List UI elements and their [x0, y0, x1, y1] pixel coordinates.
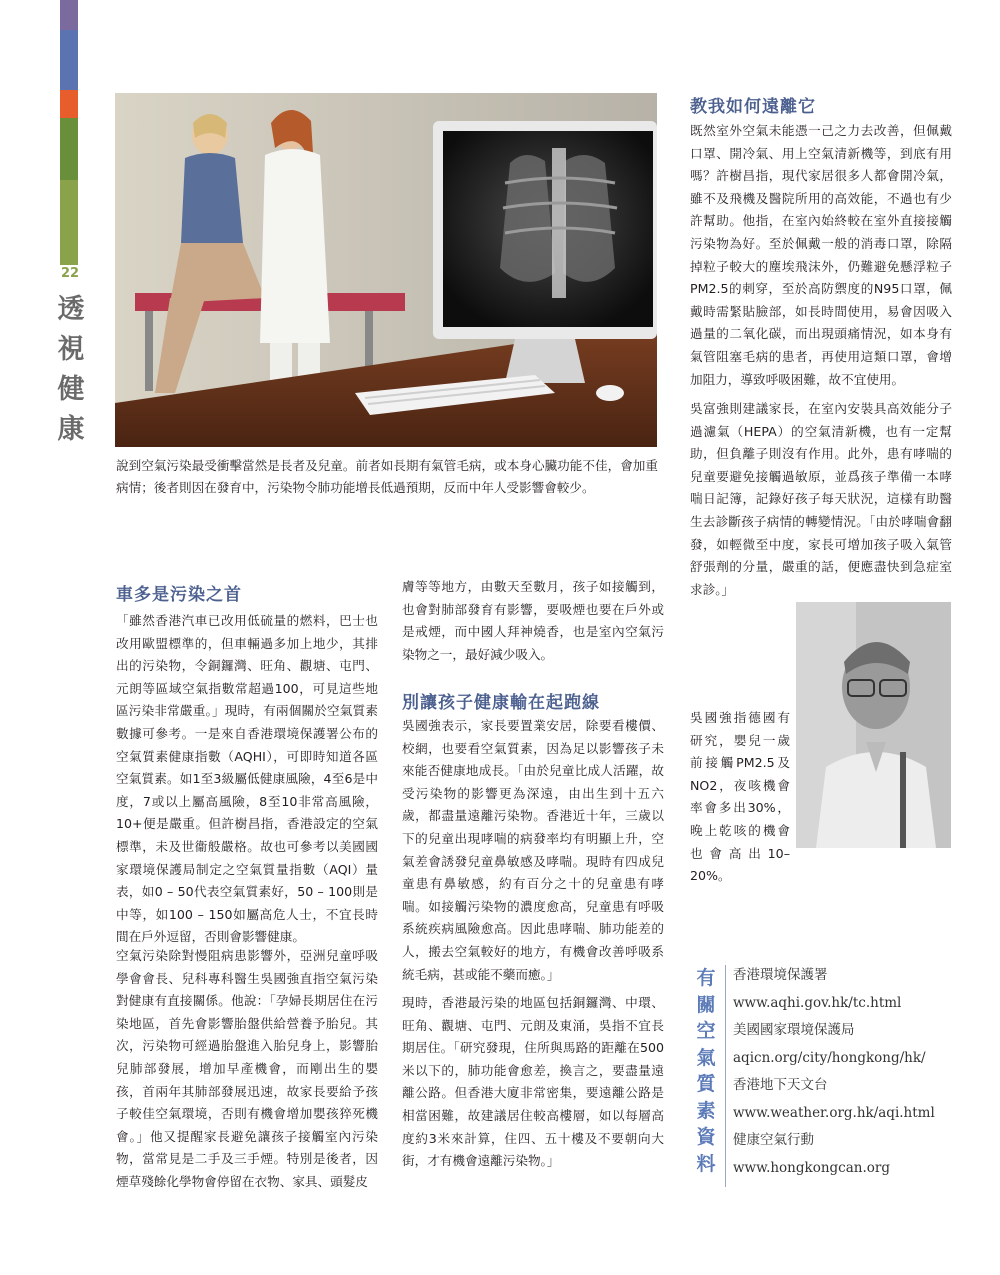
- col-c-paragraph-1: 既然室外空氣未能憑一己之力去改善，但佩戴口罩、開冷氣、用上空氣清新機等，到底有用嗎？許樹昌指，現代家居很多人都會開冷氣，雖不及飛機及醫院所用的高效能，不過也有少許幫助。他指，在室內始終較在室外直接接觸污染物為好。至於佩戴一般的消毒口罩，除隔掉粒子較大的塵埃飛沫外，仍難避免懸浮粒子PM2.5的刺穿，至於高防禦度的N95口罩，佩戴時需緊貼臉部，如長時間使用，易會因吸入過量的二氧化碳，而出現頭痛情況，如本身有氣管阻塞毛病的患者，再使用這類口罩，會增加阻力，導致呼吸困難，故不宜使用。: [690, 123, 952, 387]
- heading-car-pollution: 車多是污染之首: [116, 585, 242, 605]
- info-divider: [725, 965, 726, 1187]
- info-title-char: 質: [696, 1073, 716, 1095]
- info-link-aqhi[interactable]: www.aqhi.gov.hk/tc.html: [733, 994, 902, 1011]
- color-stripe-blue: [60, 30, 78, 90]
- info-link-aqicn[interactable]: aqicn.org/city/hongkong/hk/: [733, 1049, 926, 1066]
- col-a-paragraph-1: 「雖然香港汽車已改用低硫量的燃料，巴士也改用歐盟標準的，但車輛過多加上地少，其排出的污染物，令銅鑼灣、旺角、觀塘、屯門、元朗等區域空氣指數常超過100，可見這些地區污染非常嚴重。」現時，有兩個關於空氣質素數據可參考。一是來自香港環境保護署公布的空氣質素健康指數（AQHI），可即時知道各區空氣質素。如1至3級屬低健康風險，4至6是中度，7或以上屬高風險，8至10非常高風險，10+便是嚴重。但許樹昌指，香港設定的空氣標準，未及世衞般嚴格。故也可參考以美國國家環境保護局制定之空氣質量指數（AQI）量表，如0 – 50代表空氣質素好，50 – 100則是中等，如100 – 150如屬高危人士，不宜長時間在戶外逗留，否則會影響健康。: [116, 613, 378, 945]
- col-c-paragraph-2: 吳富強則建議家長，在室內安裝具高效能分子過濾氣（HEPA）的空氣清新機，也有一定幫助，但負離子則沒有作用。此外，患有哮喘的兒童要避免接觸過敏原，並爲孩子準備一本哮喘日記簿，記錄好孩子每天狀況，這樣有助醫生去診斷孩子病情的轉變情況。「由於哮喘會翻發，如輕微至中度，家長可增加孩子吸入氣管舒張劑的分量，嚴重的話，便應盡快到急症室求診。」: [690, 401, 952, 597]
- info-box-title: [692, 965, 720, 1177]
- xray-photo: [115, 93, 657, 447]
- info-link-hongkongcan[interactable]: www.hongkongcan.org: [733, 1159, 890, 1176]
- col-b-paragraph-2: 現時，香港最污染的地區包括銅鑼灣、中環、旺角、觀塘、屯門、元朗及東涌，吳指不宜長期居住。「研究發現，住所與馬路的距離在500米以下的，肺功能會愈差，換言之，要盡量遠離公路。但香港大廈非常密集，要遠離公路是相當困難，故建議居住較高樓層，如以每層高度約3米來計算，住四、五十樓及不要朝向大街，才有機會遠離污染物。」: [402, 995, 664, 1169]
- section-title-char: 視: [57, 334, 85, 365]
- portrait-caption: 吳國強指德國有研究，嬰兒一歲前接觸PM2.5及NO2，夜咳機會率會多出30%，晚上乾咳的機會也會高出10–20%。: [690, 710, 790, 884]
- info-item-hko-underground: 香港地下天文台: [733, 1077, 828, 1093]
- info-link-weather[interactable]: www.weather.org.hk/aqi.html: [733, 1104, 935, 1121]
- photo-caption: 說到空氣污染最受衝擊當然是長者及兒童。前者如長期有氣管毛病，或本身心臟功能不佳，會加重病情；後者則因在發育中，污染物令肺功能增長低過預期，反而中年人受影響會較少。: [116, 458, 658, 495]
- col-b-paragraph-0: 膚等等地方，由數天至數月，孩子如接觸到，也會對肺部發育有影響，要吸煙也要在戶外或是戒煙，而中國人拜神燒香，也是室內空氣污染物之一，最好減少吸入。: [402, 579, 664, 662]
- info-resource-list: [733, 962, 963, 1182]
- info-title-char: 氣: [696, 1046, 716, 1069]
- info-title-char: 有: [696, 967, 716, 989]
- info-title-char: 空: [696, 1020, 716, 1042]
- info-title-char: 料: [696, 1152, 716, 1175]
- info-item-clean-air: 健康空氣行動: [733, 1132, 814, 1148]
- color-stripe-lightgreen: [60, 180, 78, 265]
- color-stripe-purple: [60, 0, 78, 30]
- info-title-char: 素: [696, 1099, 716, 1122]
- heading-how-to-avoid: 教我如何遠離它: [690, 97, 816, 117]
- section-title-char: 康: [57, 414, 85, 445]
- col-b-paragraph-1: 吳國強表示，家長要置業安居，除要看樓價、校網，也要看空氣質素，因為足以影響孩子未來能否健康地成長。「由於兒童比成人活躍，故受污染物的影響更為深遠，由出生到十五六歲，都盡量遠離污染物。香港近十年，三歲以下的兒童出現哮喘的病發率均有明顯上升，空氣差會誘發兒童鼻敏感及哮喘。現時有四成兒童患有鼻敏感，約有百分之十的兒童患有哮喘。如接觸污染物的濃度愈高，兒童患有呼吸系統疾病風險愈高。因此患哮喘、肺功能差的人，搬去空氣較好的地方，有機會改善呼吸系統毛病，甚或能不藥而癒。」: [402, 718, 664, 982]
- heading-children-health: 別讓孩子健康輸在起跑線: [402, 693, 600, 713]
- doctor-portrait: [796, 602, 951, 848]
- page-number: 22: [61, 266, 80, 281]
- info-item-us-epa: 美國國家環境保護局: [733, 1022, 855, 1038]
- info-title-char: 資: [696, 1126, 716, 1148]
- color-stripe-orange: [60, 90, 78, 118]
- info-title-char: 關: [696, 993, 716, 1016]
- col-a-paragraph-2: 空氣污染除對慢阻病患影響外，亞洲兒童呼吸學會會長、兒科專科醫生吳國強直指空氣污染對健康有直接關係。他說：「孕婦長期居住在污染地區，首先會影響胎盤供給營養予胎兒。其次，污染物可經過胎盤進入胎兒身上，影響胎兒肺部發展，增加早產機會，而剛出生的嬰孩，首兩年其肺部發展迅速，故家長要給予孩子較佳空氣環境，否則有機會增加嬰孩猝死機會。」他又提醒家長避免讓孩子接觸室內污染物，當常見是二手及三手煙。特別是後者，因煙草殘餘化學物會停留在衣物、家具、頭髮皮: [116, 948, 378, 1189]
- section-title: [56, 290, 86, 450]
- section-title-char: 透: [57, 294, 85, 325]
- info-item-epd: 香港環境保護署: [733, 967, 828, 983]
- section-title-char: 健: [57, 374, 85, 405]
- color-stripe-green: [60, 118, 78, 180]
